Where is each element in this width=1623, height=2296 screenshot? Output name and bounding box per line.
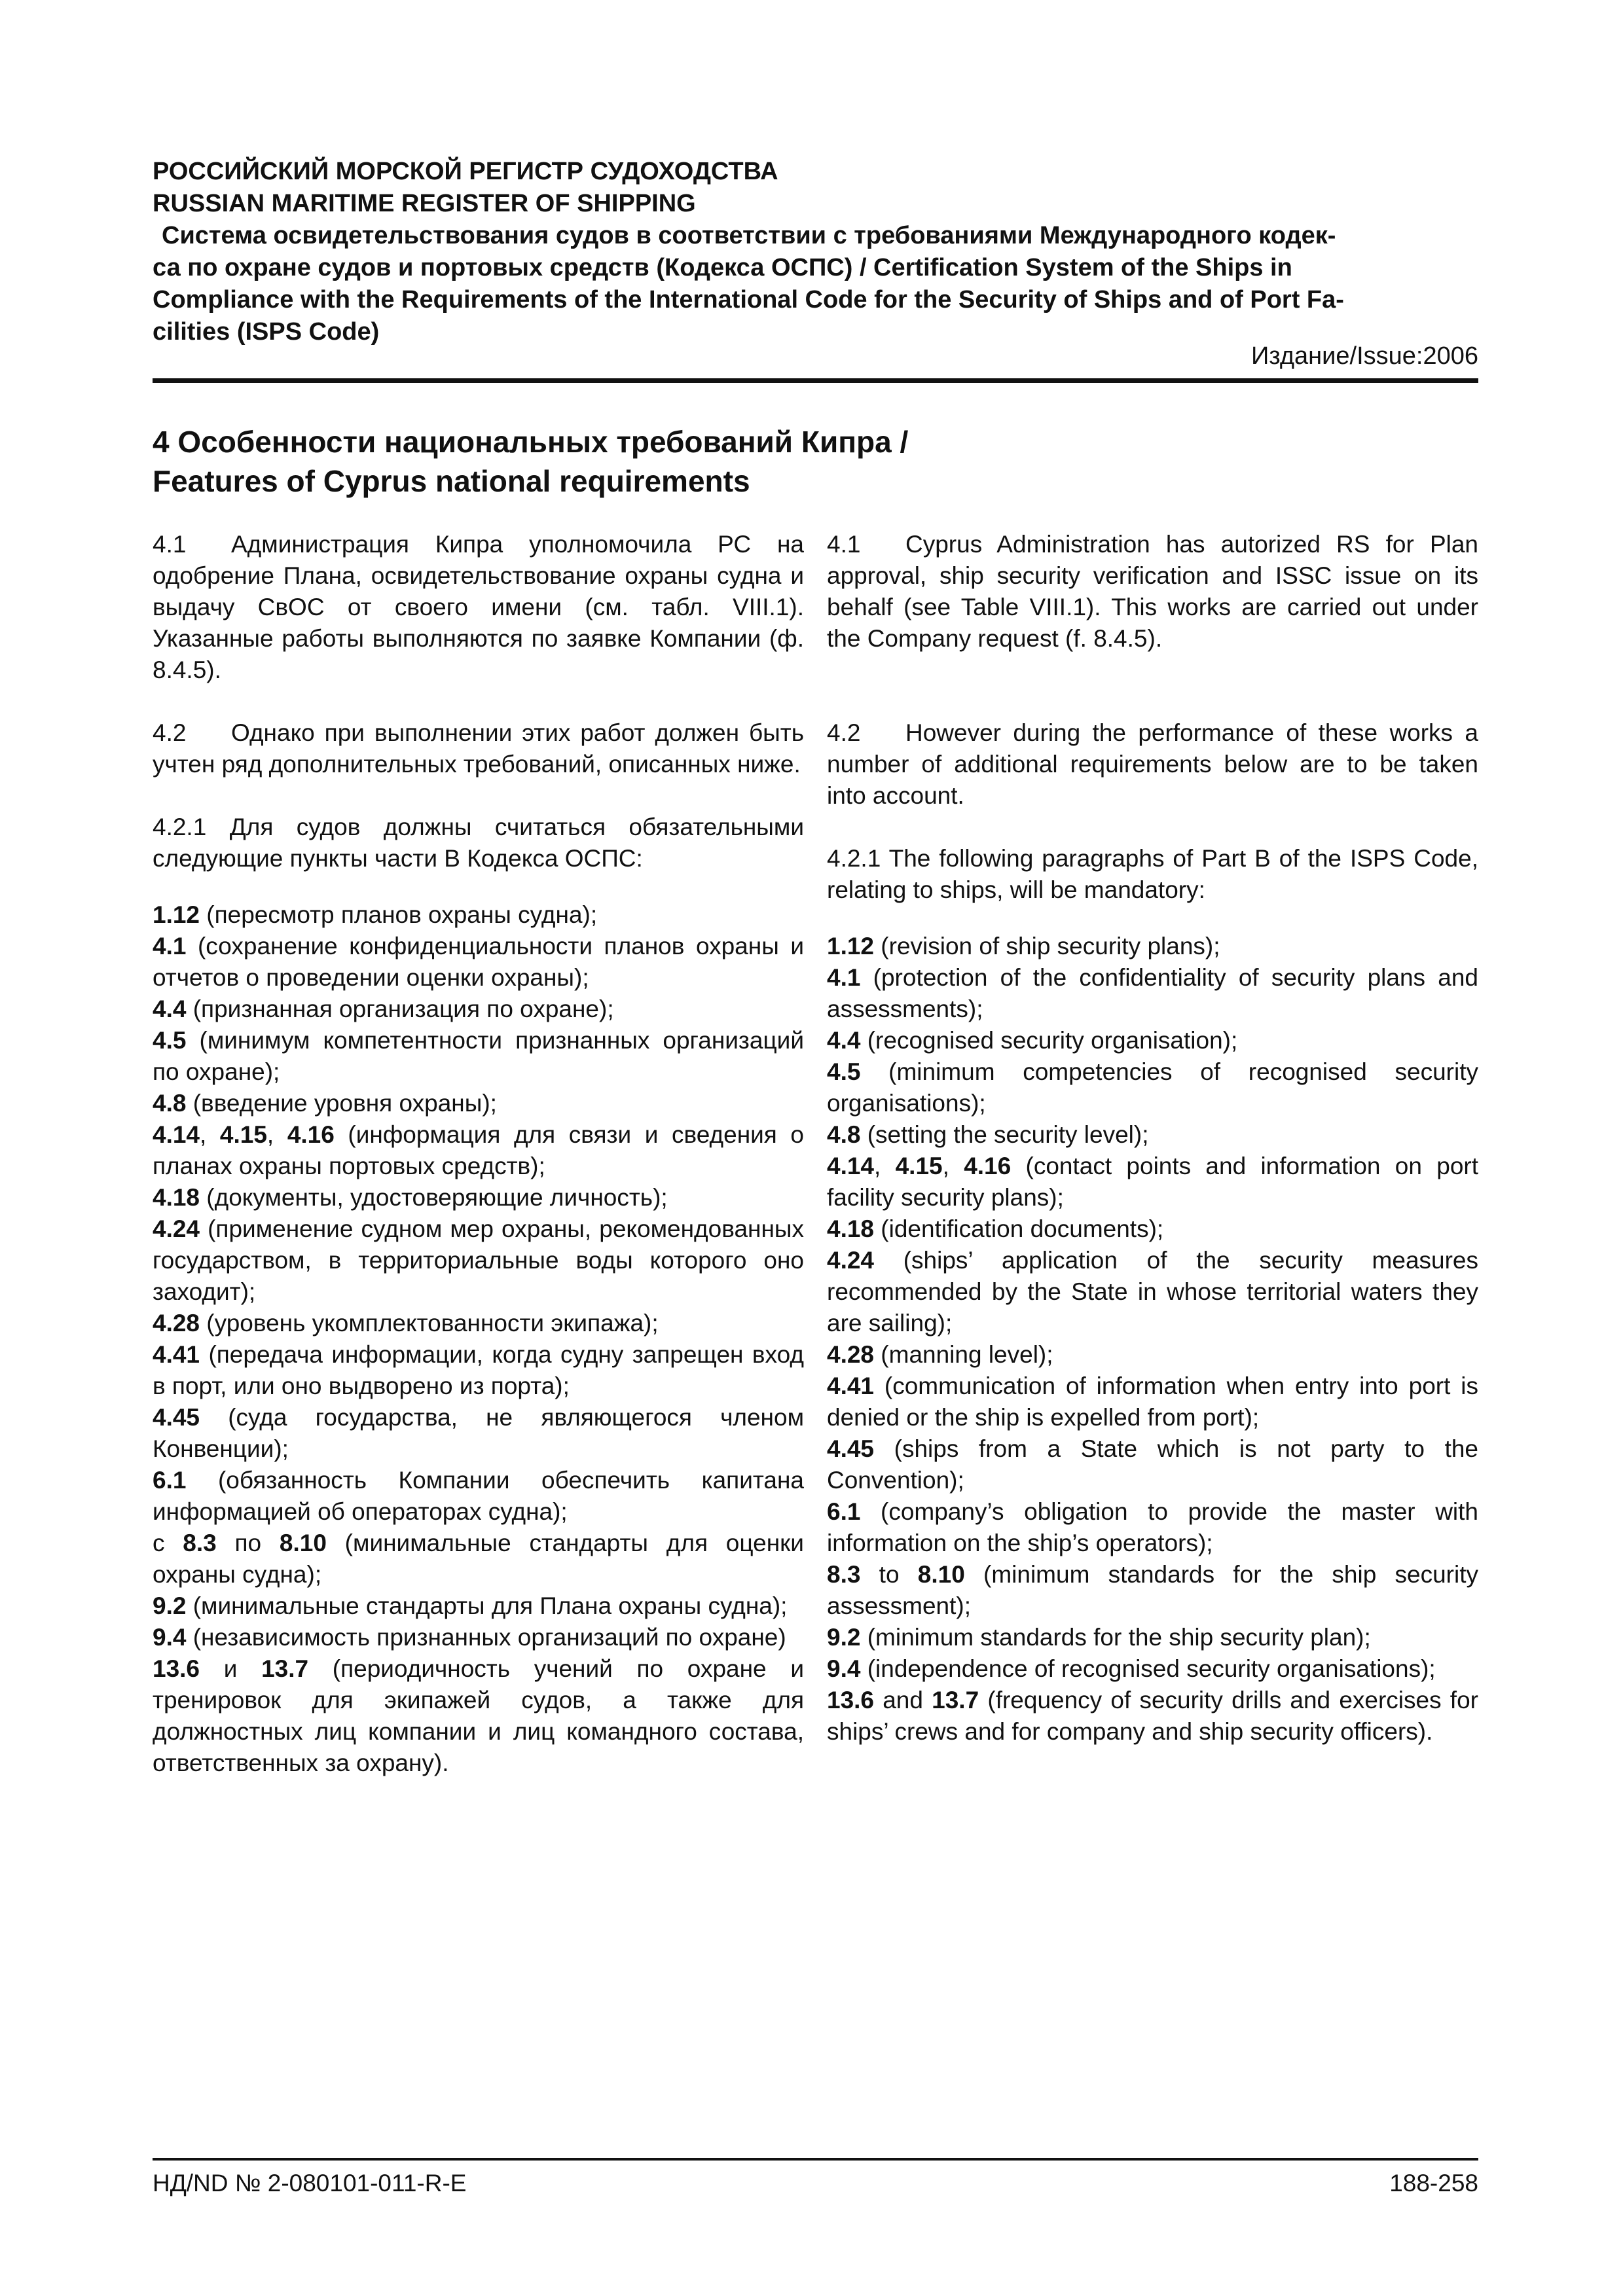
issue-label: Издание/Issue:2006 bbox=[1250, 342, 1478, 370]
list-item bbox=[153, 1119, 804, 1182]
item-reference: 4.8 bbox=[827, 1121, 861, 1148]
item-text: and bbox=[874, 1687, 932, 1713]
list-item bbox=[153, 1465, 804, 1528]
item-reference: 4.28 bbox=[827, 1341, 875, 1368]
item-reference: 4.15 bbox=[219, 1121, 267, 1148]
paragraph-number: 4.1 bbox=[153, 531, 187, 558]
list-item bbox=[153, 1088, 804, 1119]
item-text: (минимальные стандарты для оценки охраны судна); bbox=[153, 1530, 804, 1588]
item-reference: 9.2 bbox=[153, 1592, 187, 1619]
item-text: (recognised security organisation); bbox=[860, 1027, 1238, 1054]
item-text: (minimum competencies of recognised security organisations); bbox=[827, 1058, 1478, 1117]
item-text: , bbox=[200, 1121, 220, 1148]
header-title-line: са по охране судов и портовых средств (Кодекса ОСПС) / Certification System of the Ships in bbox=[153, 254, 1292, 281]
list-item bbox=[827, 1339, 1478, 1371]
item-reference: 6.1 bbox=[153, 1467, 187, 1494]
header-title-line: Compliance with the Requirements of the International Code for the Security of Ships and of Port Fa- bbox=[153, 286, 1344, 314]
item-reference: 8.10 bbox=[279, 1530, 327, 1556]
item-reference: 4.4 bbox=[827, 1027, 861, 1054]
item-reference: 4.5 bbox=[153, 1027, 187, 1054]
list-item bbox=[827, 1025, 1478, 1056]
item-text: по bbox=[216, 1530, 280, 1556]
item-reference: 9.4 bbox=[827, 1655, 861, 1682]
item-text: (пересмотр планов охраны судна); bbox=[200, 901, 598, 928]
item-reference: 4.14 bbox=[827, 1153, 875, 1179]
item-reference: 8.3 bbox=[183, 1530, 217, 1556]
paragraph-4-2-1-en: 4.2.1 The following paragraphs of Part B of the ISPS Code, relating to ships, will be mandatory: bbox=[827, 845, 1478, 903]
item-text: (независимость признанных организаций по охране) bbox=[186, 1624, 786, 1651]
paragraph-text: Администрация Кипра уполномочила РС на одобрение Плана, освидетельствование охраны судна и выдачу СвОС от своего имени (см. табл. VIII.1). Указанные работы выполняются по заявке Компании (ф. 8.4.5). bbox=[153, 531, 804, 683]
list-item bbox=[827, 1245, 1478, 1339]
item-reference: 4.1 bbox=[153, 933, 187, 960]
item-text: с bbox=[153, 1530, 183, 1556]
list-item bbox=[827, 1559, 1478, 1622]
item-text: (признанная организация по охране); bbox=[186, 996, 614, 1022]
item-reference: 4.24 bbox=[827, 1247, 875, 1274]
header-divider bbox=[153, 378, 1478, 383]
paragraph-4-2-1-ru: 4.2.1 Для судов должны считаться обязательными следующие пункты части B Кодекса ОСПС: bbox=[153, 814, 804, 872]
item-reference: 4.15 bbox=[895, 1153, 943, 1179]
item-text: , bbox=[266, 1121, 287, 1148]
list-item bbox=[153, 1308, 804, 1339]
footer-divider bbox=[153, 2158, 1478, 2161]
item-reference: 13.7 bbox=[261, 1655, 309, 1682]
item-reference: 8.10 bbox=[917, 1561, 965, 1588]
item-text: (minimum standards for the ship security plan); bbox=[860, 1624, 1371, 1651]
item-text: (company’s obligation to provide the master with information on the ship’s operators); bbox=[827, 1498, 1478, 1556]
list-item bbox=[827, 962, 1478, 1025]
list-item bbox=[153, 931, 804, 994]
item-reference: 6.1 bbox=[827, 1498, 861, 1525]
section-title-ru: 4 Особенности национальных требований Кипра / bbox=[153, 425, 909, 459]
item-text: (минимум компетентности признанных организаций по охране); bbox=[153, 1027, 804, 1085]
list-item bbox=[827, 1496, 1478, 1559]
item-text: (communication of information when entry into port is denied or the ship is expelled from port); bbox=[827, 1372, 1478, 1431]
item-text: (передача информации, когда судну запрещен вход в порт, или оно выдворено из порта); bbox=[153, 1341, 804, 1399]
item-text: (identification documents); bbox=[874, 1215, 1164, 1242]
list-item bbox=[153, 1653, 804, 1779]
header-line-en: RUSSIAN MARITIME REGISTER OF SHIPPING bbox=[153, 190, 696, 217]
item-reference: 4.45 bbox=[153, 1404, 200, 1431]
item-text: (revision of ship security plans); bbox=[874, 933, 1220, 960]
header-line-ru: РОССИЙСКИЙ МОРСКОЙ РЕГИСТР СУДОХОДСТВА bbox=[153, 158, 778, 185]
item-reference: 4.18 bbox=[827, 1215, 875, 1242]
page-number: 188-258 bbox=[1389, 2170, 1478, 2197]
item-reference: 4.24 bbox=[153, 1215, 200, 1242]
paragraph-number: 4.2 bbox=[153, 719, 187, 746]
header-title-line: cilities (ISPS Code) bbox=[153, 318, 380, 346]
item-reference: 1.12 bbox=[827, 933, 875, 960]
paragraph-4-2-en bbox=[827, 717, 1478, 812]
item-reference: 4.41 bbox=[827, 1372, 875, 1399]
section-title-en: Features of Cyprus national requirements bbox=[153, 464, 750, 498]
item-reference: 4.5 bbox=[827, 1058, 861, 1085]
section-title bbox=[153, 422, 1069, 501]
list-item bbox=[827, 1119, 1478, 1151]
paragraph-text: Однако при выполнении этих работ должен быть учтен ряд дополнительных требований, описанных ниже. bbox=[153, 719, 804, 778]
item-text: (ships’ application of the security measures recommended by the State in whose territorial waters they are sailing); bbox=[827, 1247, 1478, 1336]
item-text: (суда государства, не являющегося членом Конвенции); bbox=[153, 1404, 804, 1462]
list-item bbox=[827, 1653, 1478, 1685]
list-item bbox=[827, 1433, 1478, 1496]
list-item bbox=[153, 1622, 804, 1653]
item-reference: 1.12 bbox=[153, 901, 200, 928]
list-item bbox=[153, 1025, 804, 1088]
item-text: (информация для связи и сведения о планах охраны портовых средств); bbox=[153, 1121, 805, 1179]
list-item bbox=[827, 1151, 1478, 1213]
paragraph-4-1-en bbox=[827, 529, 1478, 655]
list-item bbox=[153, 1213, 804, 1308]
item-text: (обязанность Компании обеспечить капитана информацией об операторах судна); bbox=[153, 1467, 804, 1525]
item-reference: 4.18 bbox=[153, 1184, 200, 1211]
item-reference: 4.14 bbox=[153, 1121, 200, 1148]
list-item bbox=[827, 1371, 1478, 1433]
paragraph-4-1-ru bbox=[153, 529, 804, 686]
item-reference: 8.3 bbox=[827, 1561, 861, 1588]
item-reference: 4.45 bbox=[827, 1435, 875, 1462]
item-text: (минимальные стандарты для Плана охраны судна); bbox=[186, 1592, 788, 1619]
item-text: (setting the security level); bbox=[860, 1121, 1149, 1148]
list-item bbox=[827, 1685, 1478, 1748]
item-text: (сохранение конфиденциальности планов охраны и отчетов о проведении оценки охраны); bbox=[153, 933, 804, 991]
item-reference: 4.4 bbox=[153, 996, 187, 1022]
paragraph-text: However during the performance of these works a number of additional requirements below are to be taken into account. bbox=[827, 719, 1478, 809]
item-reference: 4.16 bbox=[964, 1153, 1012, 1179]
list-item bbox=[153, 1182, 804, 1213]
item-reference: 13.6 bbox=[153, 1655, 200, 1682]
item-text: (minimum standards for the ship security assessment); bbox=[827, 1561, 1479, 1619]
list-item bbox=[153, 994, 804, 1025]
list-item bbox=[153, 1339, 804, 1402]
item-text: (frequency of security drills and exercises for ships’ crews and for company and ship security officers). bbox=[827, 1687, 1478, 1745]
item-text: , bbox=[874, 1153, 896, 1179]
item-reference: 9.4 bbox=[153, 1624, 187, 1651]
item-text: (применение судном мер охраны, рекомендованных государством, в территориальные воды которого оно заходит); bbox=[153, 1215, 804, 1305]
item-text: (уровень укомплектованности экипажа); bbox=[200, 1310, 659, 1336]
item-text: (manning level); bbox=[874, 1341, 1053, 1368]
item-reference: 13.7 bbox=[932, 1687, 979, 1713]
item-text: , bbox=[942, 1153, 964, 1179]
item-reference: 4.28 bbox=[153, 1310, 200, 1336]
list-item bbox=[827, 1622, 1478, 1653]
item-reference: 9.2 bbox=[827, 1624, 861, 1651]
item-text: (independence of recognised security organisations); bbox=[860, 1655, 1436, 1682]
document-number: НД/ND № 2-080101-011-R-E bbox=[153, 2170, 467, 2197]
mandatory-items-list-en bbox=[827, 931, 1478, 1748]
item-reference: 4.8 bbox=[153, 1090, 187, 1117]
paragraph-number: 4.2 bbox=[827, 719, 861, 746]
item-text: (документы, удостоверяющие личность); bbox=[200, 1184, 668, 1211]
list-item bbox=[153, 1590, 804, 1622]
item-text: (contact points and information on port facility security plans); bbox=[827, 1153, 1478, 1211]
paragraph-4-2-ru bbox=[153, 717, 804, 780]
item-text: to bbox=[860, 1561, 918, 1588]
page-footer bbox=[153, 2168, 1478, 2199]
item-text: (protection of the confidentiality of security plans and assessments); bbox=[827, 964, 1478, 1022]
document-header bbox=[153, 156, 1478, 348]
item-text: (введение уровня охраны); bbox=[186, 1090, 497, 1117]
list-item bbox=[153, 1402, 804, 1465]
item-reference: 4.1 bbox=[827, 964, 861, 991]
item-text: и bbox=[200, 1655, 262, 1682]
paragraph-text: Cyprus Administration has autorized RS for Plan approval, ship security verification and ISSC issue on its behalf (see Table VIII.1). This works are carried out under the Company request (f. 8.4.5). bbox=[827, 531, 1478, 652]
item-reference: 4.16 bbox=[287, 1121, 335, 1148]
header-title-line: Система освидетельствования судов в соответствии с требованиями Международного кодек- bbox=[162, 222, 1336, 249]
paragraph-number: 4.1 bbox=[827, 531, 861, 558]
russian-column bbox=[153, 529, 804, 1779]
item-reference: 13.6 bbox=[827, 1687, 875, 1713]
item-reference: 4.41 bbox=[153, 1341, 200, 1368]
list-item bbox=[827, 931, 1478, 962]
list-item bbox=[827, 1213, 1478, 1245]
list-item bbox=[827, 1056, 1478, 1119]
item-text: (периодичность учений по охране и тренировок для экипажей судов, а также для должностных лиц компании и лиц командного состава, ответственных за охрану). bbox=[153, 1655, 804, 1776]
mandatory-items-list-ru bbox=[153, 899, 804, 1779]
item-text: (ships from a State which is not party to the Convention); bbox=[827, 1435, 1478, 1494]
document-page bbox=[153, 0, 1478, 2296]
list-item bbox=[153, 899, 804, 931]
list-item bbox=[153, 1528, 804, 1590]
english-column bbox=[827, 529, 1478, 1748]
